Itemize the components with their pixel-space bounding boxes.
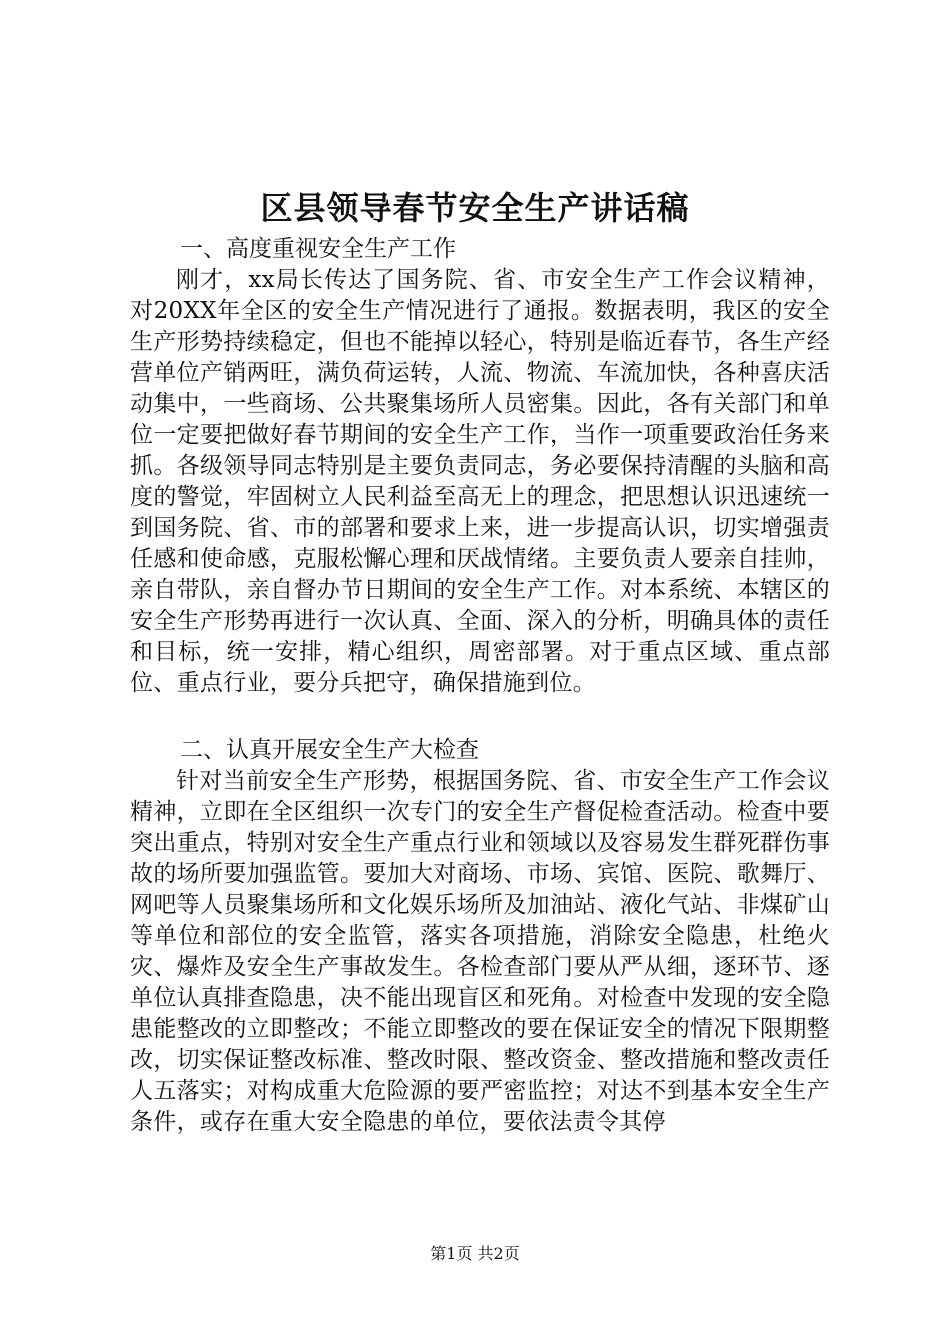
page-footer: 第1页 共2页	[430, 1244, 520, 1263]
section-heading-2: 二、认真开展安全生产大检查	[180, 737, 479, 763]
section-paragraph-2: 针对当前安全生产形势，根据国务院、省、市安全生产工作会议精神，立即在全区组织一次专门的安全生产督促检查活动。检查中要突出重点，特别对安全生产重点行业和领域以及容易发生群死群伤事故的场所要加强监管。要加大对商场、市场、宾馆、医院、歌舞厅、网吧等人员聚集场所和文化娱乐场所及加油站、液化气站、非煤矿山等单位和部位的安全监管，落实各项措施，消除安全隐患，杜绝火灾、爆炸及安全生产事故发生。各检查部门要从严从细，逐环节、逐单位认真排查隐患，决不能出现盲区和死角。对检查中发现的安全隐患能整改的立即整改；不能立即整改的要在保证安全的情况下限期整改，切实保证整改标准、整改时限、整改资金、整改措施和整改责任人五落实；对构成重大危险源的要严密监控；对达不到基本安全生产条件，或存在重大安全隐患的单位，要依法责令其停	[130, 768, 830, 1135]
section-heading-1: 一、高度重视安全生产工作	[180, 236, 456, 262]
document-body	[130, 234, 830, 1138]
section-spacer	[130, 699, 830, 735]
section-paragraph-1: 刚才，xx局长传达了国务院、省、市安全生产工作会议精神，对20XX年全区的安全生产情况进行了通报。数据表明，我区的安全生产形势持续稳定，但也不能掉以轻心，特别是临近春节，各生产经营单位产销两旺，满负荷运转，人流、物流、车流加快，各种喜庆活动集中，一些商场、公共聚集场所人员密集。因此，各有关部门和单位一定要把做好春节期间的安全生产工作，当作一项重要政治任务来抓。各级领导同志特别是主要负责同志，务必要保持清醒的头脑和高度的警觉，牢固树立人民利益至高无上的理念，把思想认识迅速统一到国务院、省、市的部署和要求上来，进一步提高认识，切实增强责任感和使命感，克服松懈心理和厌战情绪。主要负责人要亲自挂帅，亲自带队，亲自督办节日期间的安全生产工作。对本系统、本辖区的安全生产形势再进行一次认真、全面、深入的分析，明确具体的责任和目标，统一安排，精心组织，周密部署。对于重点区域、重点部位、重点行业，要分兵把守，确保措施到位。	[130, 267, 830, 696]
document-title: 区县领导春节安全生产讲话稿	[260, 189, 690, 227]
